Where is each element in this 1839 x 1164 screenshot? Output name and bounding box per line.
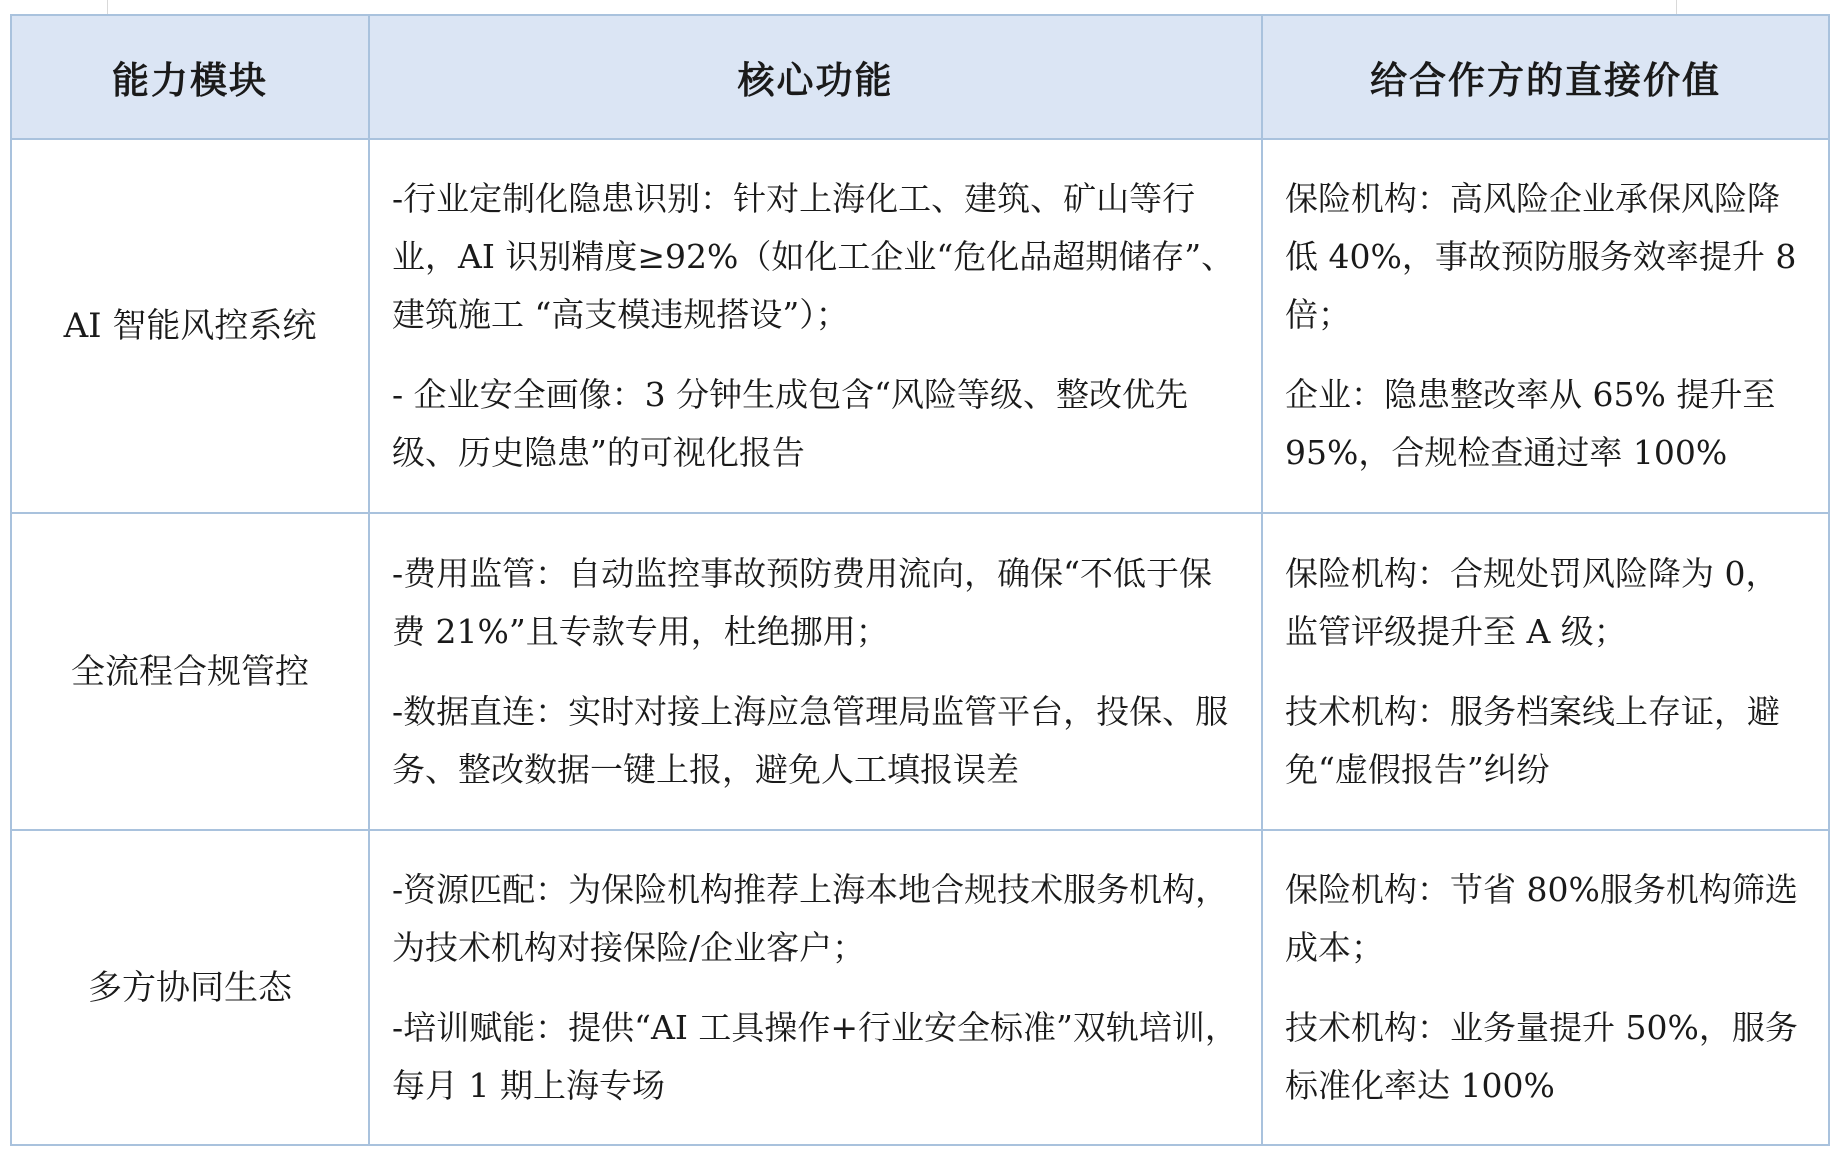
table-header-row	[11, 15, 1829, 139]
value-item: 保险机构：合规处罚风险降为 0，监管评级提升至 A 级；	[1285, 553, 1779, 651]
value-cell	[1262, 139, 1829, 513]
function-cell	[369, 830, 1262, 1145]
module-name-cell: 多方协同生态	[11, 830, 369, 1145]
value-item: 技术机构：业务量提升 50%，服务标准化率达 100%	[1285, 1007, 1798, 1105]
function-cell	[369, 139, 1262, 513]
value-item: 保险机构：节省 80%服务机构筛选成本；	[1285, 869, 1798, 967]
table-row	[11, 830, 1829, 1145]
function-item: -行业定制化隐患识别：针对上海化工、建筑、矿山等行业，AI 识别精度≥92%（如化工企业“危化品超期储存”、建筑施工 “高支模违规搭设”）；	[392, 179, 1235, 334]
function-cell	[369, 513, 1262, 830]
capability-table	[10, 14, 1830, 1146]
function-item: -培训赋能：提供“AI 工具操作+行业安全标准”双轨培训，每月 1 期上海专场	[392, 1007, 1238, 1105]
table-row	[11, 139, 1829, 513]
function-item: -数据直连：实时对接上海应急管理局监管平台，投保、服务、整改数据一键上报，避免人工填报误差	[392, 691, 1229, 789]
value-item: 企业：隐患整改率从 65% 提升至 95%，合规检查通过率 100%	[1285, 375, 1776, 472]
value-item: 技术机构：服务档案线上存证，避免“虚假报告”纠纷	[1285, 691, 1780, 789]
header-module: 能力模块	[11, 15, 369, 139]
value-cell	[1262, 830, 1829, 1145]
function-item: -费用监管：自动监控事故预防费用流向，确保“不低于保费 21%”且专款专用，杜绝挪用；	[392, 553, 1213, 651]
module-name-cell: 全流程合规管控	[11, 513, 369, 830]
table-row	[11, 513, 1829, 830]
value-cell	[1262, 513, 1829, 830]
page-margin-guide-right	[1676, 0, 1677, 14]
function-item: -资源匹配：为保险机构推荐上海本地合规技术服务机构，为技术机构对接保险/企业客户；	[392, 869, 1229, 967]
value-item: 保险机构：高风险企业承保风险降低 40%，事故预防服务效率提升 8 倍；	[1285, 179, 1797, 334]
function-item: - 企业安全画像：3 分钟生成包含“风险等级、整改优先级、历史隐患”的可视化报告	[392, 375, 1188, 472]
module-name-cell: AI 智能风控系统	[11, 139, 369, 513]
header-partner-value: 给合作方的直接价值	[1262, 15, 1829, 139]
header-core-function: 核心功能	[369, 15, 1262, 139]
page-margin-guide-left	[107, 0, 108, 14]
